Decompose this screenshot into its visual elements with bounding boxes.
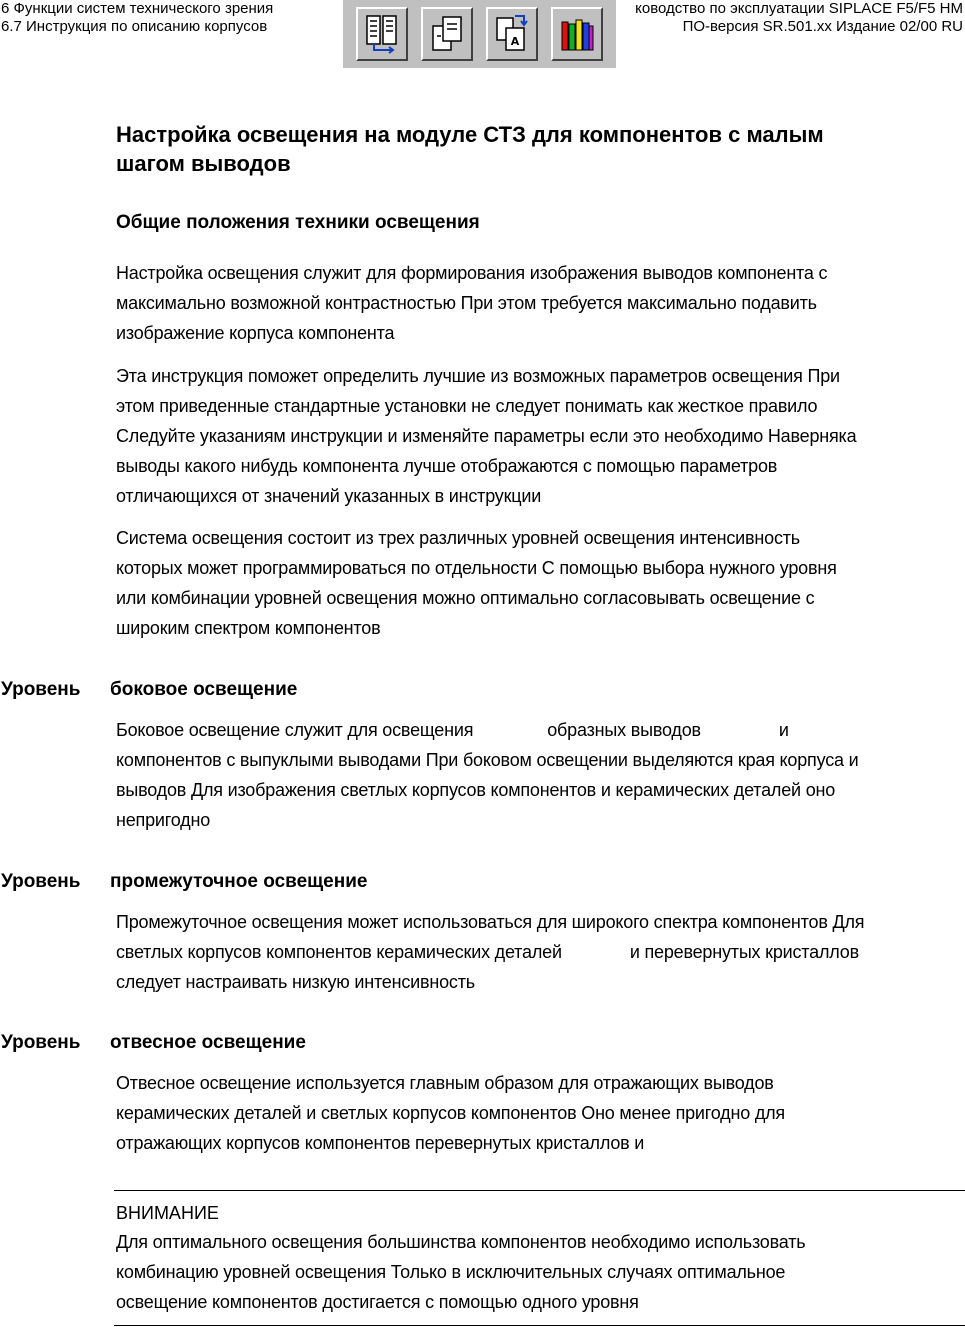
note-title: ВНИМАНИЕ: [116, 1203, 219, 1223]
pages-icon: [429, 14, 465, 54]
level-label: Уровень: [1, 679, 81, 700]
text-line: этом приведенные стандартные установки не следует понимать как жесткое правило: [116, 396, 818, 416]
level-top-paragraph: [116, 1068, 964, 1158]
text-line: выводов Для изображения светлых корпусов компонентов и керамических деталей оно: [116, 780, 836, 800]
contents-button[interactable]: [356, 7, 408, 61]
text-fragment: Боковое освещение служит для освещения: [116, 720, 474, 740]
contents-icon: [364, 14, 400, 54]
version-edition: ПО-версия SR.501.xx Издание 02/00 RU: [682, 18, 963, 35]
text-line: [116, 937, 964, 967]
note-paragraph: [116, 1227, 964, 1317]
level-side-heading: [1, 678, 297, 702]
general-heading: Общие положения техники освещения: [116, 212, 480, 233]
text-line: непригодно: [116, 810, 211, 830]
running-header-right: [635, 0, 963, 36]
level-title: промежуточное освещение: [110, 871, 368, 892]
text-line: максимально возможной контрастностью При этом требуется максимально подавить: [116, 293, 817, 313]
level-title: боковое освещение: [110, 679, 298, 700]
text-line: следует настраивать низкую интенсивность: [116, 972, 475, 992]
text-line: или комбинации уровней освещения можно оптимально согласовывать освещение с: [116, 588, 815, 608]
text-line: компонентов с выпуклыми выводами При боковом освещении выделяются края корпуса и: [116, 750, 859, 770]
text-fragment: и: [778, 720, 789, 740]
text-line: Для оптимального освещения большинства компонентов необходимо использовать: [116, 1232, 806, 1252]
text-fragment: образных выводов: [547, 720, 701, 740]
text-line: отличающихся от значений указанных в инструкции: [116, 486, 542, 506]
svg-text:A: A: [510, 35, 520, 48]
index-button[interactable]: [486, 7, 538, 61]
section-title: 6.7 Инструкция по описанию корпусов: [1, 18, 268, 35]
page-title-line-1: Настройка освещения на модуле СТЗ для компонентов с малым: [116, 122, 824, 147]
manual-title: ководство по эксплуатации SIPLACE F5/F5 HM: [635, 0, 963, 17]
text-line: Следуйте указаниям инструкции и изменяйте параметры если это необходимо Наверняка: [116, 426, 857, 446]
text-line: выводы какого нибудь компонента лучше отображаются с помощью параметров: [116, 456, 778, 476]
text-line: которых может программироваться по отдельности С помощью выбора нужного уровня: [116, 558, 837, 578]
text-line: комбинацию уровней освещения Только в исключительных случаях оптимальное: [116, 1262, 786, 1282]
library-books-icon: [559, 14, 595, 54]
text-line: Система освещения состоит из трех различных уровней освещения интенсивность: [116, 528, 800, 548]
text-fragment: светлых корпусов компонентов керамических деталей: [116, 942, 562, 962]
note-top-rule: [114, 1190, 965, 1191]
level-label: Уровень: [1, 871, 81, 892]
text-line: Отвесное освещение используется главным образом для отражающих выводов: [116, 1073, 774, 1093]
level-side-paragraph: [116, 715, 964, 835]
level-title: отвесное освещение: [110, 1032, 306, 1053]
text-line: широким спектром компонентов: [116, 618, 381, 638]
page-title-line-2: шагом выводов: [116, 151, 291, 176]
general-paragraph-3: [116, 523, 964, 643]
level-mid-heading: [1, 870, 367, 894]
index-icon: [494, 14, 530, 54]
note-bottom-rule: [114, 1325, 965, 1326]
running-header-left: [1, 0, 273, 36]
general-paragraph-1: [116, 258, 964, 348]
text-line: [116, 715, 964, 745]
level-top-heading: [1, 1031, 306, 1055]
text-fragment: и перевернутых кристаллов: [629, 942, 859, 962]
pages-button[interactable]: [421, 7, 473, 61]
chapter-title: 6 Функции систем технического зрения: [1, 0, 274, 17]
text-line: Эта инструкция поможет определить лучшие из возможных параметров освещения При: [116, 366, 840, 386]
text-line: Промежуточное освещения может использоваться для широкого спектра компонентов Для: [116, 912, 865, 932]
page-title: [116, 120, 936, 178]
level-label: Уровень: [1, 1032, 81, 1053]
library-button[interactable]: [551, 7, 603, 61]
navigation-toolbar: [343, 0, 616, 68]
text-line: освещение компонентов достигается с помощью одного уровня: [116, 1292, 639, 1312]
text-line: Настройка освещения служит для формирования изображения выводов компонента с: [116, 263, 828, 283]
text-line: керамических деталей и светлых корпусов компонентов Оно менее пригодно для: [116, 1103, 785, 1123]
general-paragraph-2: [116, 361, 964, 511]
text-line: отражающих корпусов компонентов перевернутых кристаллов и: [116, 1133, 645, 1153]
level-mid-paragraph: [116, 907, 964, 997]
text-line: изображение корпуса компонента: [116, 323, 395, 343]
